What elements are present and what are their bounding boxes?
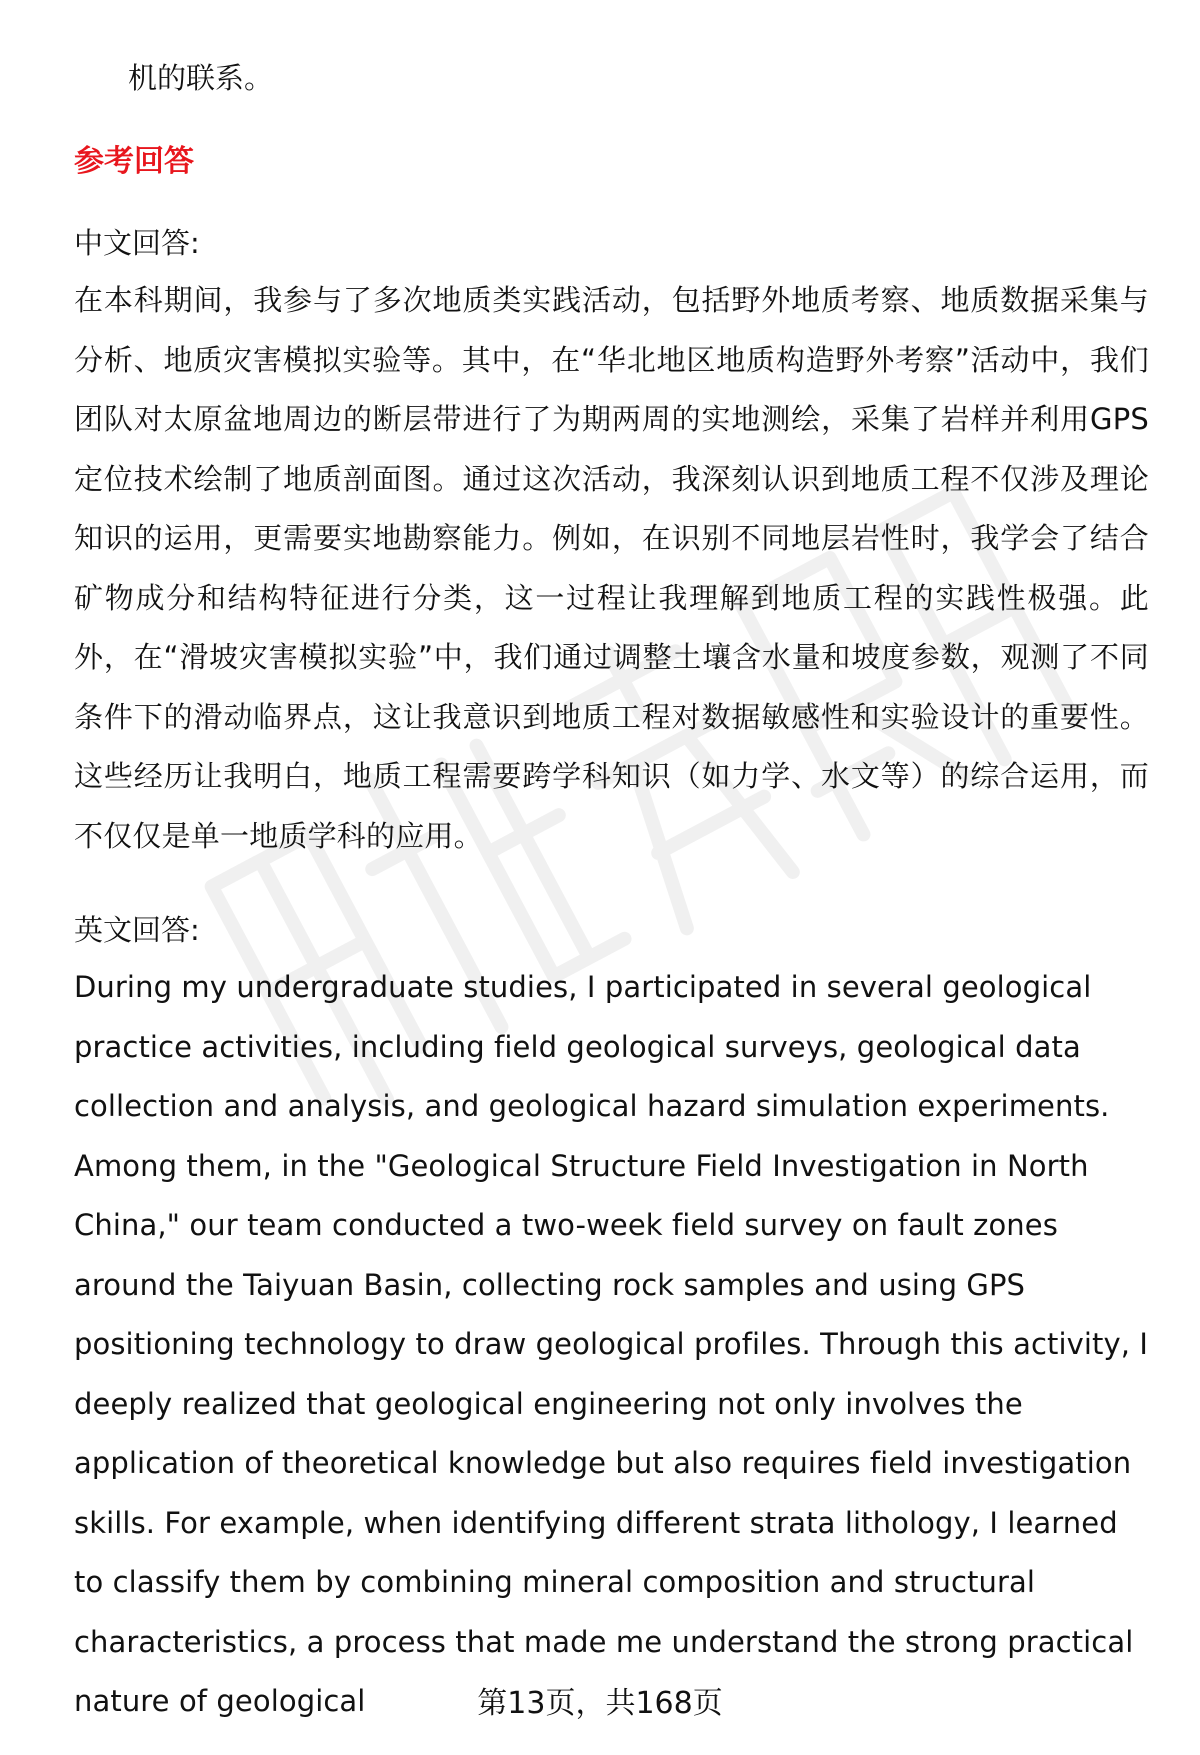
chinese-answer-section (74, 223, 1149, 866)
chinese-answer-text: 在本科期间，我参与了多次地质类实践活动，包括野外地质考察、地质数据采集与分析、地质灾害模拟实验等。其中，在“华北地区地质构造野外考察”活动中，我们团队对太原盆地周边的断层带进行了为期两周的实地测绘，采集了岩样并利用GPS定位技术绘制了地质剖面图。通过这次活动，我深刻认识到地质工程不仅涉及理论知识的运用，更需要实地勘察能力。例如，在识别不同地层岩性时，我学会了结合矿物成分和结构特征进行分类，这一过程让我理解到地质工程的实践性极强。此外，在“滑坡灾害模拟实验”中，我们通过调整土壤含水量和坡度参数，观测了不同条件下的滑动临界点，这让我意识到地质工程对数据敏感性和实验设计的重要性。这些经历让我明白，地质工程需要跨学科知识（如力学、水文等）的综合运用，而不仅仅是单一地质学科的应用。 (74, 283, 1149, 853)
reference-answer-heading: 参考回答 (74, 144, 194, 179)
english-answer-text: During my undergraduate studies, I participated in several geological practice activities, including field geological surveys, geological data collection and analysis, and geological hazard simulation experiments. Among them, in the "Geological Structure Field Investigation in North China," our team conducted a two-week field survey on fault zones around the Taiyuan Basin, collecting rock samples and using GPS positioning technology to draw geological profiles. Through this activity, I deeply realized that geological engineering not only involves the application of theoretical knowledge but also requires field investigation skills. For example, when identifying different strata lithology, I learned to classify them by combining mineral composition and structural characteristics, a process that made me understand the strong practical nature of geological (74, 970, 1149, 1718)
english-answer-label: 英文回答: (74, 913, 200, 947)
page-number: 第13页，共168页 (477, 1686, 723, 1721)
chinese-answer-label: 中文回答: (74, 226, 200, 260)
continued-text: 机的联系。 (128, 61, 274, 95)
english-answer-section (74, 910, 1149, 1732)
